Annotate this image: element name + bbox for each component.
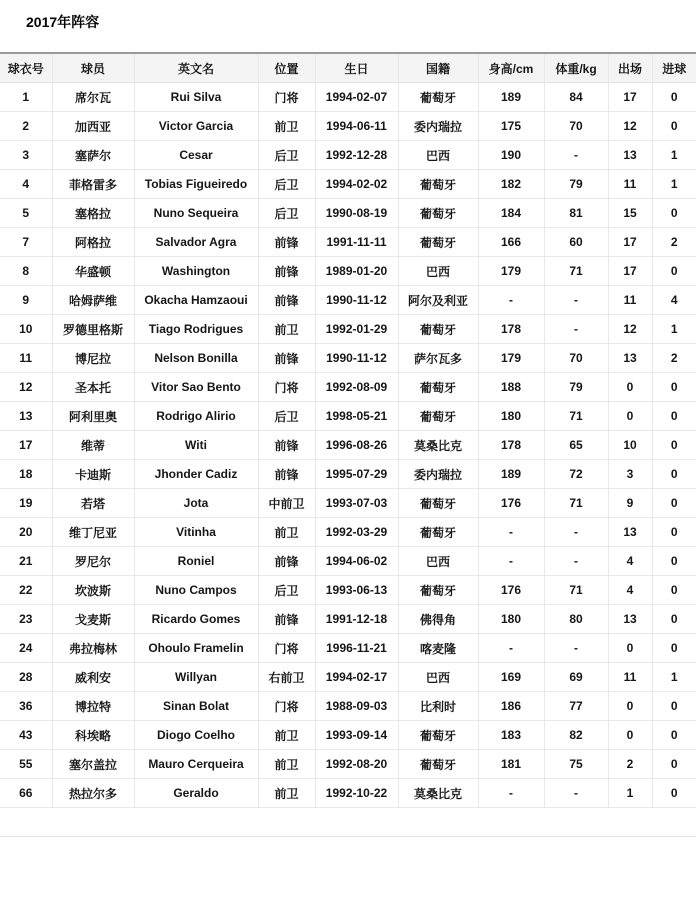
cell: 11 <box>608 170 652 199</box>
cell: 22 <box>0 576 52 605</box>
cell: 71 <box>544 257 608 286</box>
cell: 前锋 <box>258 228 315 257</box>
table-head <box>0 53 696 83</box>
cell: Ohoulo Framelin <box>134 634 258 663</box>
cell: 7 <box>0 228 52 257</box>
cell: 81 <box>544 199 608 228</box>
cell: 哈姆萨维 <box>52 286 134 315</box>
cell: 21 <box>0 547 52 576</box>
cell: 3 <box>0 141 52 170</box>
cell: 1993-06-13 <box>315 576 398 605</box>
cell: 60 <box>544 228 608 257</box>
column-header: 球员 <box>52 53 134 83</box>
cell: 15 <box>608 199 652 228</box>
cell: 3 <box>608 460 652 489</box>
cell: 1993-09-14 <box>315 721 398 750</box>
cell: 前锋 <box>258 344 315 373</box>
cell: 0 <box>652 460 696 489</box>
cell: 176 <box>478 576 544 605</box>
cell: 1994-02-07 <box>315 83 398 112</box>
cell: 1988-09-03 <box>315 692 398 721</box>
table-row <box>0 779 696 808</box>
cell: 0 <box>652 721 696 750</box>
cell: 9 <box>608 489 652 518</box>
cell: 28 <box>0 663 52 692</box>
cell: 179 <box>478 257 544 286</box>
cell: 183 <box>478 721 544 750</box>
cell: 0 <box>652 750 696 779</box>
cell: 4 <box>0 170 52 199</box>
cell: 166 <box>478 228 544 257</box>
cell: 葡萄牙 <box>398 83 478 112</box>
cell: - <box>478 518 544 547</box>
table-row <box>0 170 696 199</box>
cell: 前卫 <box>258 779 315 808</box>
cell: 葡萄牙 <box>398 518 478 547</box>
cell: - <box>544 141 608 170</box>
cell: 0 <box>652 779 696 808</box>
cell: 阿利里奥 <box>52 402 134 431</box>
cell: 17 <box>0 431 52 460</box>
cell: - <box>544 286 608 315</box>
cell: Roniel <box>134 547 258 576</box>
cell: 82 <box>544 721 608 750</box>
cell: 巴西 <box>398 141 478 170</box>
cell: 10 <box>608 431 652 460</box>
cell: 前锋 <box>258 286 315 315</box>
cell: 莫桑比克 <box>398 779 478 808</box>
cell: 后卫 <box>258 576 315 605</box>
cell: 1 <box>652 141 696 170</box>
table-row <box>0 634 696 663</box>
cell: 前卫 <box>258 721 315 750</box>
cell: Witi <box>134 431 258 460</box>
cell: 后卫 <box>258 170 315 199</box>
cell: 巴西 <box>398 663 478 692</box>
squad-table <box>0 52 696 808</box>
cell: 175 <box>478 112 544 141</box>
cell: 1992-01-29 <box>315 315 398 344</box>
cell: 1994-02-02 <box>315 170 398 199</box>
cell: - <box>478 779 544 808</box>
cell: 71 <box>544 576 608 605</box>
table-row <box>0 576 696 605</box>
cell: 0 <box>652 634 696 663</box>
cell: 12 <box>608 112 652 141</box>
cell: 0 <box>652 605 696 634</box>
cell: 186 <box>478 692 544 721</box>
cell: 坎波斯 <box>52 576 134 605</box>
cell: 11 <box>608 663 652 692</box>
cell: 10 <box>0 315 52 344</box>
cell: Mauro Cerqueira <box>134 750 258 779</box>
cell: 圣本托 <box>52 373 134 402</box>
table-row <box>0 112 696 141</box>
cell: 84 <box>544 83 608 112</box>
cell: 比利时 <box>398 692 478 721</box>
cell: 181 <box>478 750 544 779</box>
cell: 席尔瓦 <box>52 83 134 112</box>
cell: Diogo Coelho <box>134 721 258 750</box>
cell: Vitor Sao Bento <box>134 373 258 402</box>
cell: 1 <box>652 315 696 344</box>
cell: Ricardo Gomes <box>134 605 258 634</box>
cell: 0 <box>608 402 652 431</box>
cell: 1994-06-11 <box>315 112 398 141</box>
cell: 0 <box>652 402 696 431</box>
cell: 0 <box>652 518 696 547</box>
table-row <box>0 83 696 112</box>
cell: Washington <box>134 257 258 286</box>
table-row <box>0 344 696 373</box>
column-header: 国籍 <box>398 53 478 83</box>
cell: 门将 <box>258 373 315 402</box>
cell: - <box>544 518 608 547</box>
cell: 79 <box>544 170 608 199</box>
cell: 18 <box>0 460 52 489</box>
cell: 1 <box>652 170 696 199</box>
cell: 0 <box>652 112 696 141</box>
cell: 莫桑比克 <box>398 431 478 460</box>
cell: - <box>478 547 544 576</box>
cell: 2 <box>652 344 696 373</box>
cell: 12 <box>608 315 652 344</box>
column-header: 英文名 <box>134 53 258 83</box>
cell: Tobias Figueiredo <box>134 170 258 199</box>
cell: 11 <box>608 286 652 315</box>
cell: - <box>544 779 608 808</box>
cell: 71 <box>544 489 608 518</box>
cell: 巴西 <box>398 257 478 286</box>
cell: 1992-12-28 <box>315 141 398 170</box>
cell: Jota <box>134 489 258 518</box>
cell: 塞萨尔 <box>52 141 134 170</box>
cell: 1990-08-19 <box>315 199 398 228</box>
cell: 前卫 <box>258 518 315 547</box>
table-row <box>0 750 696 779</box>
cell: - <box>544 315 608 344</box>
cell: 威利安 <box>52 663 134 692</box>
cell: 70 <box>544 344 608 373</box>
cell: 65 <box>544 431 608 460</box>
cell: 前卫 <box>258 750 315 779</box>
table-row <box>0 460 696 489</box>
cell: 0 <box>652 199 696 228</box>
cell: Geraldo <box>134 779 258 808</box>
table-row <box>0 402 696 431</box>
cell: 13 <box>0 402 52 431</box>
cell: Jhonder Cadiz <box>134 460 258 489</box>
cell: 佛得角 <box>398 605 478 634</box>
cell: 罗德里格斯 <box>52 315 134 344</box>
column-header: 身高/cm <box>478 53 544 83</box>
table-row <box>0 257 696 286</box>
cell: 葡萄牙 <box>398 228 478 257</box>
cell: 19 <box>0 489 52 518</box>
cell: 阿格拉 <box>52 228 134 257</box>
cell: 20 <box>0 518 52 547</box>
bottom-divider <box>0 836 696 837</box>
cell: Nelson Bonilla <box>134 344 258 373</box>
cell: 1991-11-11 <box>315 228 398 257</box>
cell: - <box>478 634 544 663</box>
table-header-row <box>0 53 696 83</box>
cell: 17 <box>608 228 652 257</box>
cell: 184 <box>478 199 544 228</box>
cell: 2 <box>0 112 52 141</box>
table-row <box>0 518 696 547</box>
cell: 维丁尼亚 <box>52 518 134 547</box>
cell: 塞尔盖拉 <box>52 750 134 779</box>
cell: 喀麦隆 <box>398 634 478 663</box>
cell: 4 <box>652 286 696 315</box>
cell: 1990-11-12 <box>315 286 398 315</box>
table-row <box>0 141 696 170</box>
table-row <box>0 431 696 460</box>
cell: 罗尼尔 <box>52 547 134 576</box>
cell: 委内瑞拉 <box>398 460 478 489</box>
cell: 后卫 <box>258 141 315 170</box>
cell: 13 <box>608 141 652 170</box>
cell: Cesar <box>134 141 258 170</box>
cell: 1 <box>652 663 696 692</box>
cell: 11 <box>0 344 52 373</box>
cell: 葡萄牙 <box>398 576 478 605</box>
cell: - <box>544 547 608 576</box>
cell: 70 <box>544 112 608 141</box>
cell: 阿尔及利亚 <box>398 286 478 315</box>
cell: 前卫 <box>258 315 315 344</box>
table-row <box>0 373 696 402</box>
cell: 189 <box>478 460 544 489</box>
cell: Salvador Agra <box>134 228 258 257</box>
cell: 博拉特 <box>52 692 134 721</box>
cell: 1998-05-21 <box>315 402 398 431</box>
cell: Nuno Campos <box>134 576 258 605</box>
column-header: 位置 <box>258 53 315 83</box>
column-header: 进球 <box>652 53 696 83</box>
page-title: 2017年阵容 <box>26 14 100 30</box>
cell: Sinan Bolat <box>134 692 258 721</box>
cell: 17 <box>608 83 652 112</box>
cell: 科埃略 <box>52 721 134 750</box>
cell: 委内瑞拉 <box>398 112 478 141</box>
cell: 13 <box>608 344 652 373</box>
cell: - <box>478 286 544 315</box>
cell: 1990-11-12 <box>315 344 398 373</box>
cell: 9 <box>0 286 52 315</box>
cell: 4 <box>608 576 652 605</box>
cell: 1992-10-22 <box>315 779 398 808</box>
cell: 179 <box>478 344 544 373</box>
cell: Rui Silva <box>134 83 258 112</box>
cell: 1992-03-29 <box>315 518 398 547</box>
cell: 0 <box>652 373 696 402</box>
cell: 0 <box>652 257 696 286</box>
cell: 1995-07-29 <box>315 460 398 489</box>
cell: 80 <box>544 605 608 634</box>
cell: 1989-01-20 <box>315 257 398 286</box>
cell: 188 <box>478 373 544 402</box>
cell: 43 <box>0 721 52 750</box>
cell: 1996-11-21 <box>315 634 398 663</box>
cell: 0 <box>608 721 652 750</box>
cell: Rodrigo Alirio <box>134 402 258 431</box>
cell: 189 <box>478 83 544 112</box>
cell: 17 <box>608 257 652 286</box>
cell: 1991-12-18 <box>315 605 398 634</box>
cell: 塞格拉 <box>52 199 134 228</box>
cell: 180 <box>478 402 544 431</box>
cell: 72 <box>544 460 608 489</box>
cell: 178 <box>478 315 544 344</box>
cell: 葡萄牙 <box>398 721 478 750</box>
cell: 维蒂 <box>52 431 134 460</box>
table-row <box>0 199 696 228</box>
cell: 5 <box>0 199 52 228</box>
cell: Okacha Hamzaoui <box>134 286 258 315</box>
cell: 4 <box>608 547 652 576</box>
cell: 36 <box>0 692 52 721</box>
cell: 190 <box>478 141 544 170</box>
table-row <box>0 663 696 692</box>
cell: 55 <box>0 750 52 779</box>
cell: - <box>544 634 608 663</box>
cell: 169 <box>478 663 544 692</box>
cell: 75 <box>544 750 608 779</box>
table-row <box>0 315 696 344</box>
cell: 13 <box>608 518 652 547</box>
cell: 博尼拉 <box>52 344 134 373</box>
cell: 0 <box>652 692 696 721</box>
cell: 前锋 <box>258 605 315 634</box>
column-header: 体重/kg <box>544 53 608 83</box>
cell: 萨尔瓦多 <box>398 344 478 373</box>
cell: 182 <box>478 170 544 199</box>
cell: 2 <box>652 228 696 257</box>
cell: 若塔 <box>52 489 134 518</box>
cell: 0 <box>608 692 652 721</box>
cell: 1993-07-03 <box>315 489 398 518</box>
cell: 门将 <box>258 634 315 663</box>
table-row <box>0 605 696 634</box>
cell: 前锋 <box>258 547 315 576</box>
cell: 热拉尔多 <box>52 779 134 808</box>
cell: 后卫 <box>258 199 315 228</box>
cell: 0 <box>608 634 652 663</box>
cell: 1992-08-20 <box>315 750 398 779</box>
cell: 71 <box>544 402 608 431</box>
cell: 巴西 <box>398 547 478 576</box>
page <box>0 13 696 901</box>
cell: 门将 <box>258 83 315 112</box>
cell: 176 <box>478 489 544 518</box>
cell: 0 <box>652 576 696 605</box>
cell: 加西亚 <box>52 112 134 141</box>
cell: 葡萄牙 <box>398 170 478 199</box>
cell: 23 <box>0 605 52 634</box>
cell: 1 <box>0 83 52 112</box>
cell: Willyan <box>134 663 258 692</box>
cell: 178 <box>478 431 544 460</box>
cell: 葡萄牙 <box>398 373 478 402</box>
cell: 葡萄牙 <box>398 315 478 344</box>
cell: 0 <box>652 547 696 576</box>
cell: 前锋 <box>258 460 315 489</box>
cell: 0 <box>608 373 652 402</box>
table-row <box>0 547 696 576</box>
cell: Tiago Rodrigues <box>134 315 258 344</box>
cell: 77 <box>544 692 608 721</box>
cell: 24 <box>0 634 52 663</box>
cell: 门将 <box>258 692 315 721</box>
cell: Nuno Sequeira <box>134 199 258 228</box>
cell: 1996-08-26 <box>315 431 398 460</box>
table-row <box>0 692 696 721</box>
table-row <box>0 489 696 518</box>
cell: 8 <box>0 257 52 286</box>
cell: 1 <box>608 779 652 808</box>
cell: 戈麦斯 <box>52 605 134 634</box>
column-header: 出场 <box>608 53 652 83</box>
cell: 79 <box>544 373 608 402</box>
cell: 弗拉梅林 <box>52 634 134 663</box>
cell: 葡萄牙 <box>398 199 478 228</box>
cell: 葡萄牙 <box>398 402 478 431</box>
cell: 前锋 <box>258 257 315 286</box>
table-row <box>0 721 696 750</box>
cell: 华盛顿 <box>52 257 134 286</box>
column-header: 球衣号 <box>0 53 52 83</box>
cell: 中前卫 <box>258 489 315 518</box>
cell: 1994-02-17 <box>315 663 398 692</box>
cell: 69 <box>544 663 608 692</box>
column-header: 生日 <box>315 53 398 83</box>
cell: 13 <box>608 605 652 634</box>
cell: Victor Garcia <box>134 112 258 141</box>
cell: 180 <box>478 605 544 634</box>
table-row <box>0 228 696 257</box>
cell: 0 <box>652 489 696 518</box>
table-row <box>0 286 696 315</box>
cell: 2 <box>608 750 652 779</box>
cell: 卡迪斯 <box>52 460 134 489</box>
cell: 1992-08-09 <box>315 373 398 402</box>
cell: Vitinha <box>134 518 258 547</box>
cell: 0 <box>652 83 696 112</box>
cell: 右前卫 <box>258 663 315 692</box>
cell: 后卫 <box>258 402 315 431</box>
table-body <box>0 83 696 808</box>
cell: 前卫 <box>258 112 315 141</box>
cell: 1994-06-02 <box>315 547 398 576</box>
cell: 葡萄牙 <box>398 750 478 779</box>
cell: 菲格雷多 <box>52 170 134 199</box>
cell: 12 <box>0 373 52 402</box>
cell: 葡萄牙 <box>398 489 478 518</box>
cell: 前锋 <box>258 431 315 460</box>
cell: 66 <box>0 779 52 808</box>
cell: 0 <box>652 431 696 460</box>
